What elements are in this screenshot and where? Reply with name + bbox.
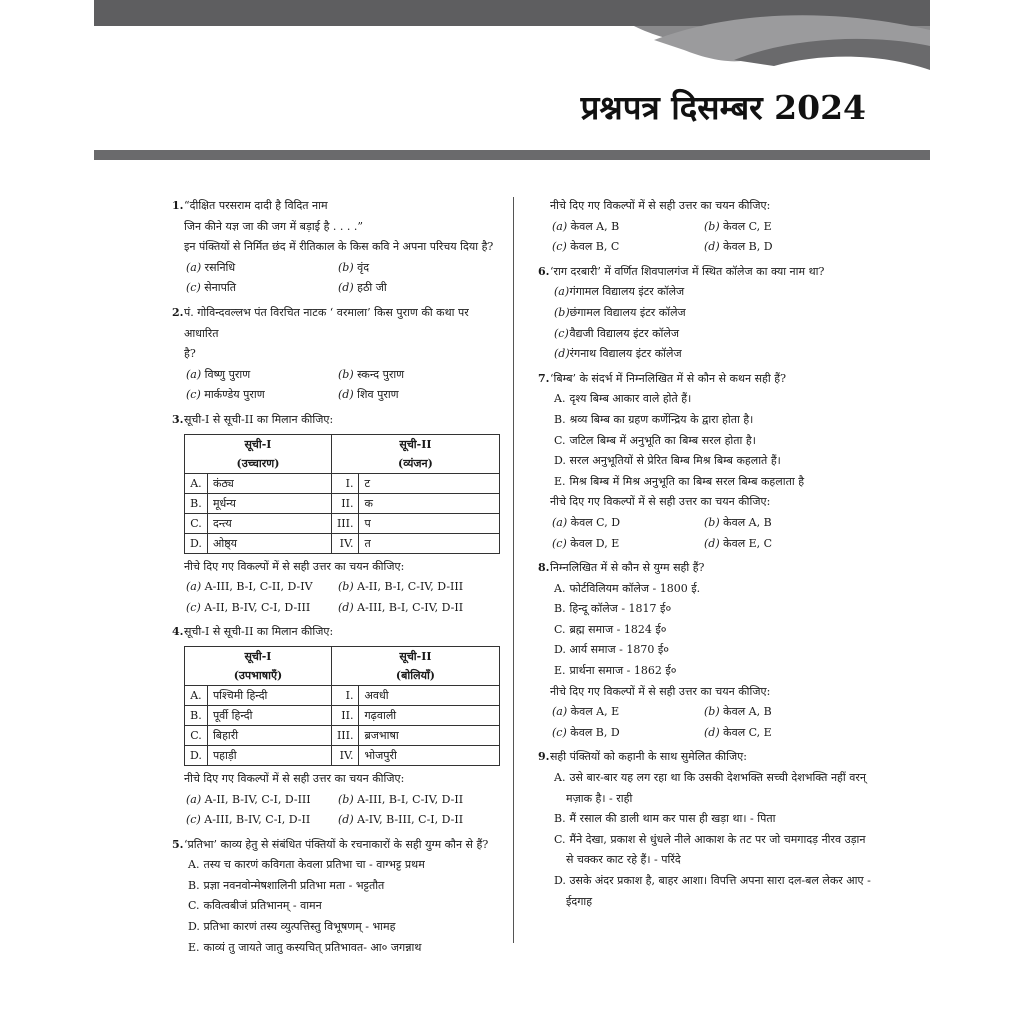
header-rule [94, 150, 930, 160]
table-row: B. पूर्वी हिन्दी II. गढ़वाली [185, 705, 500, 725]
question-6 [538, 262, 872, 365]
select-instruction: नीचे दिए गए विकल्पों में से सही उत्तर का चयन कीजिए: [550, 495, 771, 509]
option-grid [172, 258, 504, 299]
question-text: सूची-I से सूची-II का मिलान कीजिए: [184, 412, 334, 426]
statement-d: D. प्रतिभा कारणं तस्य व्युत्पत्तिस्तु विभूषणम् - भामह [188, 920, 396, 934]
table-row: D. ओष्ठ्य IV. त [185, 533, 500, 553]
question-number: 3. [172, 412, 184, 426]
option-b[interactable]: (b) वृंद [338, 260, 370, 274]
option-c[interactable]: (c) A-II, B-IV, C-I, D-III [186, 600, 311, 614]
question-number: 2. [172, 305, 184, 319]
statement-e: E. मिश्र बिम्ब में मिश्र अनुभूति का बिम्ब सरल बिम्ब कहलाता है [554, 474, 805, 488]
table-row: D. पहाड़ी IV. भोजपुरी [185, 745, 500, 765]
statement-b: B. हिन्दू कॉलेज - 1817 ई० [554, 602, 672, 616]
option-grid [538, 702, 872, 743]
option-grid [538, 513, 872, 554]
option-d[interactable]: (d) केवल B, D [704, 240, 773, 254]
question-text: ‘राग दरबारी’ में वर्णित शिवपालगंज में स्थित कॉलेज का क्या नाम था? [550, 264, 825, 278]
question-4 [172, 622, 504, 830]
statement-c: C. जटिल बिम्ब में अनुभूति का बिम्ब सरल होता है। [554, 433, 756, 447]
statement-e: E. प्रार्थना समाज - 1862 ई० [554, 664, 677, 678]
left-column [172, 196, 504, 958]
right-column [538, 196, 872, 912]
table-header: सूची-I (उच्चारण) [185, 434, 332, 473]
select-instruction: नीचे दिए गए विकल्पों में से सही उत्तर का चयन कीजिए: [184, 559, 405, 573]
option-b[interactable]: (b) स्कन्द पुराण [338, 367, 405, 381]
statement-d: D. सरल अनुभूतियों से प्रेरित बिम्ब मिश्र बिम्ब कहलाते हैं। [554, 454, 781, 468]
table-header: सूची-II (बोलियाँ) [331, 646, 499, 685]
option-a[interactable]: (a) केवल A, B [552, 219, 620, 233]
option-grid [172, 577, 504, 618]
select-instruction: नीचे दिए गए विकल्पों में से सही उत्तर का चयन कीजिए: [550, 684, 771, 698]
option-d[interactable]: (d) हठी जी [338, 281, 387, 295]
question-text: “दीक्षित परसराम दादी है विदित नाम [184, 199, 328, 212]
option-grid [172, 790, 504, 831]
option-d[interactable]: (d) शिव पुराण [338, 388, 399, 402]
question-number: 4. [172, 625, 184, 639]
question-text: निम्नलिखित में से कौन से युग्म सही हैं? [550, 561, 705, 575]
question-text: सूची-I से सूची-II का मिलान कीजिए: [184, 625, 334, 639]
option-c[interactable]: (c) केवल D, E [552, 536, 620, 550]
option-b[interactable]: (b) केवल A, B [704, 515, 772, 529]
option-a[interactable]: (a) A-II, B-IV, C-I, D-III [186, 792, 311, 806]
statement-e: E. काव्यं तु जायते जातु कस्यचित् प्रतिभावत- आ० जगन्नाथ [188, 940, 422, 954]
select-instruction: नीचे दिए गए विकल्पों में से सही उत्तर का चयन कीजिए: [550, 199, 771, 212]
question-number: 1. [172, 199, 184, 212]
question-5-continued [538, 196, 872, 258]
question-text: जिन कीने यज्ञ जा की जग में बड़ाई है . . . .” [184, 219, 364, 233]
question-2 [172, 303, 504, 406]
table-header: सूची-I (उपभाषाएँ) [185, 646, 332, 685]
statement-b: B. श्रव्य बिम्ब का ग्रहण कर्णेन्द्रिय के द्वारा होता है। [554, 412, 754, 426]
statement-a: A. तस्य च कारणं कविगता केवला प्रतिभा चा - वाग्भट्ट प्रथम [188, 858, 425, 872]
option-c[interactable]: (c) केवल B, C [552, 240, 620, 254]
option-d[interactable]: (d) A-III, B-I, C-IV, D-II [338, 600, 464, 614]
table-row: A. पश्चिमी हिन्दी I. अवधी [185, 685, 500, 705]
option-d[interactable]: (d) केवल E, C [704, 536, 773, 550]
option-b[interactable]: (b) केवल A, B [704, 705, 772, 719]
question-text: है? [184, 347, 196, 361]
statement-b: B. मैं रसाल की डाली थाम कर पास ही खड़ा था। - पिता [554, 812, 776, 826]
option-a[interactable]: (a) विष्णु पुराण [186, 367, 251, 381]
option-d[interactable]: (d) A-IV, B-III, C-I, D-II [338, 813, 464, 827]
option-d[interactable]: (d) रंगनाथ विद्यालय इंटर कॉलेज [554, 347, 682, 361]
column-divider [513, 197, 514, 943]
question-7 [538, 369, 872, 554]
question-number: 5. [172, 837, 184, 851]
question-number: 7. [538, 371, 550, 385]
option-grid [172, 365, 504, 406]
statement-d: D. आर्य समाज - 1870 ई० [554, 643, 669, 657]
table-row: B. मूर्धन्य II. क [185, 493, 500, 513]
question-3 [172, 410, 504, 618]
question-text: ‘बिम्ब’ के संदर्भ में निम्नलिखित में से कौन से कथन सही हैं? [550, 371, 786, 385]
match-table [184, 646, 500, 766]
option-a[interactable]: (a) गंगामल विद्यालय इंटर कॉलेज [554, 285, 685, 299]
option-a[interactable]: (a) रसनिधि [186, 260, 236, 274]
select-instruction: नीचे दिए गए विकल्पों में से सही उत्तर का चयन कीजिए: [184, 771, 405, 785]
option-d[interactable]: (d) केवल C, E [704, 725, 772, 739]
statement-a: A. उसे बार-बार यह लग रहा था कि उसकी देशभक्ति सच्ची देशभक्ति नहीं वरन् मज़ाक है। - राही [554, 771, 866, 805]
statement-a: A. दृश्य बिम्ब आकार वाले होते हैं। [554, 392, 692, 406]
table-header: सूची-II (व्यंजन) [331, 434, 499, 473]
header-swoosh-decoration [94, 0, 930, 70]
question-number: 9. [538, 750, 550, 764]
option-b[interactable]: (b) A-II, B-I, C-IV, D-III [338, 580, 464, 594]
option-a[interactable]: (a) केवल C, D [552, 515, 621, 529]
option-c[interactable]: (c) A-III, B-IV, C-I, D-II [186, 813, 311, 827]
option-c[interactable]: (c) मार्कण्डेय पुराण [186, 388, 265, 402]
option-b[interactable]: (b) छंगामल विद्यालय इंटर कॉलेज [554, 305, 686, 319]
statement-c: C. ब्रह्म समाज - 1824 ई० [554, 622, 667, 636]
question-text: ‘प्रतिभा’ काव्य हेतु से संबंधित पंक्तियों के रचनाकारों के सही युग्म कौन से हैं? [184, 837, 489, 851]
table-row: C. दन्त्य III. प [185, 513, 500, 533]
option-c[interactable]: (c) सेनापति [186, 281, 237, 295]
question-5 [172, 835, 504, 959]
statement-c: C. कवित्वबीजं प्रतिभानम् - वामन [188, 899, 322, 913]
question-number: 8. [538, 561, 550, 575]
match-table [184, 434, 500, 554]
statement-a: A. फोर्टविलियम कॉलेज - 1800 ई. [554, 581, 701, 595]
option-a[interactable]: (a) A-III, B-I, C-II, D-IV [186, 580, 313, 594]
question-text: सही पंक्तियों को कहानी के साथ सुमेलित कीजिए: [550, 750, 747, 764]
option-c[interactable]: (c) केवल B, D [552, 725, 620, 739]
question-text: पं. गोविन्दवल्लभ पंत विरचित नाटक ‘ वरमाला’ किस पुराण की कथा पर आधारित [184, 305, 469, 340]
statement-d: D. उसके अंदर प्रकाश है, बाहर आशा। विपत्ति अपना सारा दल-बल लेकर आए - ईदगाह [554, 874, 871, 908]
question-8 [538, 558, 872, 743]
option-a[interactable]: (a) केवल A, E [552, 705, 620, 719]
option-grid [538, 217, 872, 258]
question-9 [538, 747, 872, 912]
option-b[interactable]: (b) केवल C, E [704, 219, 772, 233]
table-row: A. कंठ्य I. ट [185, 473, 500, 493]
question-text: इन पंक्तियों से निर्मित छंद में रीतिकाल के किस कवि ने अपना परिचय दिया है? [184, 240, 494, 254]
table-row: C. बिहारी III. ब्रजभाषा [185, 725, 500, 745]
question-1 [172, 196, 504, 299]
statement-b: B. प्रज्ञा नवनवोन्मेषशालिनी प्रतिभा मता - भट्टतौत [188, 878, 385, 892]
question-number: 6. [538, 264, 550, 278]
statement-c: C. मैंने देखा, प्रकाश से धुंधले नीले आकाश के तट पर जो चमगादड़ नीरव उड़ान से चक्कर काट रहे हैं। - परिंदे [554, 832, 866, 867]
page-title: प्रश्नपत्र दिसम्बर 2024 [580, 88, 866, 127]
option-c[interactable]: (c) वैद्यजी विद्यालय इंटर कॉलेज [554, 326, 679, 340]
option-b[interactable]: (b) A-III, B-I, C-IV, D-II [338, 792, 464, 806]
